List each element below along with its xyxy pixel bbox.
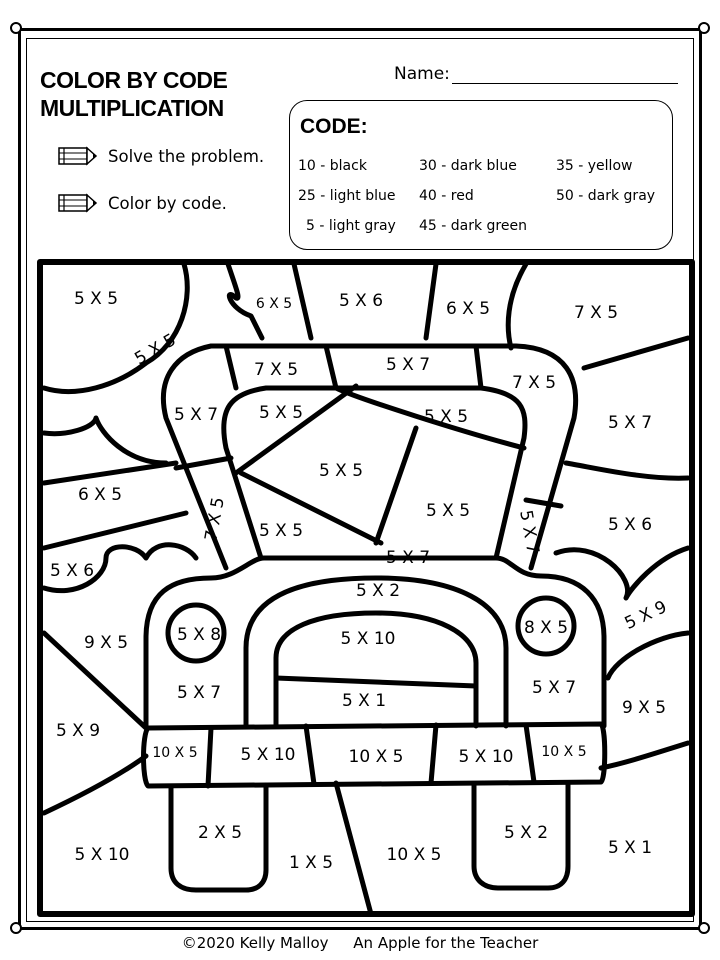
divider <box>226 346 236 388</box>
divider <box>326 346 336 388</box>
divider <box>476 346 481 388</box>
divider <box>508 264 526 348</box>
region-label: 5 X 5 <box>318 461 364 481</box>
worksheet-title <box>40 66 227 122</box>
pencil-icon <box>58 192 98 214</box>
divider <box>276 678 476 686</box>
name-label: Name: <box>394 64 450 84</box>
region-label: 9 X 5 <box>83 633 129 653</box>
divider <box>306 726 314 784</box>
region-label: 5 X 7 <box>385 355 431 375</box>
title-line-1: COLOR BY CODE <box>40 67 228 93</box>
instruction-solve <box>58 145 264 167</box>
region-label: 10 X 5 <box>348 747 404 767</box>
code-item: 10 - black <box>298 158 367 174</box>
brand-text: An Apple for the Teacher <box>353 934 539 952</box>
cloud-right-lower <box>608 633 688 678</box>
region-label: 5 X 6 <box>607 515 653 535</box>
region-label: 5 X 5 <box>131 329 180 370</box>
region-label: 1 X 5 <box>288 853 334 873</box>
region-label: 5 X 10 <box>74 845 130 865</box>
divider <box>336 783 371 914</box>
region-label: 5 X 7 <box>385 548 431 568</box>
corner-ornament-bottom-left <box>10 922 22 934</box>
instruction-text: Solve the problem. <box>108 146 265 166</box>
region-label: 5 X 9 <box>621 597 671 634</box>
code-item: 25 - light blue <box>298 188 396 204</box>
region-label: 5 X 7 <box>515 508 543 556</box>
ground-left <box>44 756 146 813</box>
region-label: 10 X 5 <box>541 744 587 760</box>
name-field[interactable] <box>394 64 678 84</box>
region-label: 5 X 5 <box>423 407 469 427</box>
code-title: CODE: <box>300 115 368 138</box>
region-label: 5 X 10 <box>458 747 514 767</box>
corner-ornament-top-left <box>10 22 22 34</box>
ground-right <box>601 743 688 768</box>
corner-ornament-bottom-right <box>698 922 710 934</box>
region-label: 5 X 7 <box>607 413 653 433</box>
title-line-2: MULTIPLICATION <box>40 95 224 121</box>
region-label: 5 X 10 <box>240 745 296 765</box>
region-label: 5 X 7 <box>176 683 222 703</box>
region-label: 10 X 5 <box>152 745 198 761</box>
region-label: 7 X 5 <box>253 360 299 380</box>
corner-ornament-top-right <box>698 22 710 34</box>
region-label: 5 X 7 <box>531 678 577 698</box>
copyright-text: ©2020 Kelly Malloy <box>181 934 329 952</box>
windshield-line <box>376 428 416 543</box>
code-item: 40 - red <box>419 188 474 204</box>
region-label: 5 X 2 <box>503 823 549 843</box>
code-item: 50 - dark gray <box>556 188 656 204</box>
region-label: 5 X 5 <box>258 521 304 541</box>
cloud-left <box>44 418 166 463</box>
cloud-top-left <box>44 264 187 392</box>
region-label: 6 X 5 <box>445 299 491 319</box>
region-label: 5 X 2 <box>355 581 401 601</box>
region-label: 5 X 8 <box>176 625 222 645</box>
pencil-icon <box>58 145 98 167</box>
divider <box>44 463 176 483</box>
region-label: 6 X 5 <box>255 296 293 312</box>
code-item: 35 - yellow <box>556 158 633 174</box>
divider <box>566 463 688 478</box>
name-input-line[interactable] <box>452 65 678 84</box>
region-label: 10 X 5 <box>386 845 442 865</box>
windshield-line <box>236 386 356 473</box>
region-label: 5 X 10 <box>340 629 396 649</box>
region-label: 7 X 5 <box>573 303 619 323</box>
divider <box>584 338 688 368</box>
instruction-color <box>58 192 227 214</box>
divider <box>526 500 561 506</box>
region-label: 5 X 1 <box>607 838 653 858</box>
cloud-right <box>556 548 688 598</box>
region-label: 6 X 5 <box>77 485 123 505</box>
region-label: 5 X 9 <box>55 721 101 741</box>
region-label: 5 X 6 <box>338 291 384 311</box>
instruction-text: Color by code. <box>108 193 227 213</box>
region-label: 7 X 5 <box>511 373 557 393</box>
region-label: 8 X 5 <box>523 618 569 638</box>
divider <box>208 728 211 786</box>
region-label: 5 X 5 <box>73 289 119 309</box>
code-item: 45 - dark green <box>419 218 527 234</box>
coloring-picture <box>36 258 696 918</box>
code-item: 5 - light gray <box>306 218 396 234</box>
region-label: 5 X 5 <box>258 403 304 423</box>
region-label: 2 X 5 <box>197 823 243 843</box>
region-label: 9 X 5 <box>621 698 667 718</box>
region-label: 5 X 5 <box>425 501 471 521</box>
footer-credit <box>0 934 720 952</box>
region-label: 5 X 1 <box>341 691 387 711</box>
divider <box>431 725 436 783</box>
region-label: 7 X 5 <box>201 495 229 543</box>
region-label: 5 X 6 <box>49 561 95 581</box>
divider <box>526 725 534 782</box>
code-item: 30 - dark blue <box>419 158 517 174</box>
divider <box>426 264 436 338</box>
region-label: 5 X 7 <box>173 405 219 425</box>
color-code-key <box>289 100 673 250</box>
divider <box>294 264 311 338</box>
